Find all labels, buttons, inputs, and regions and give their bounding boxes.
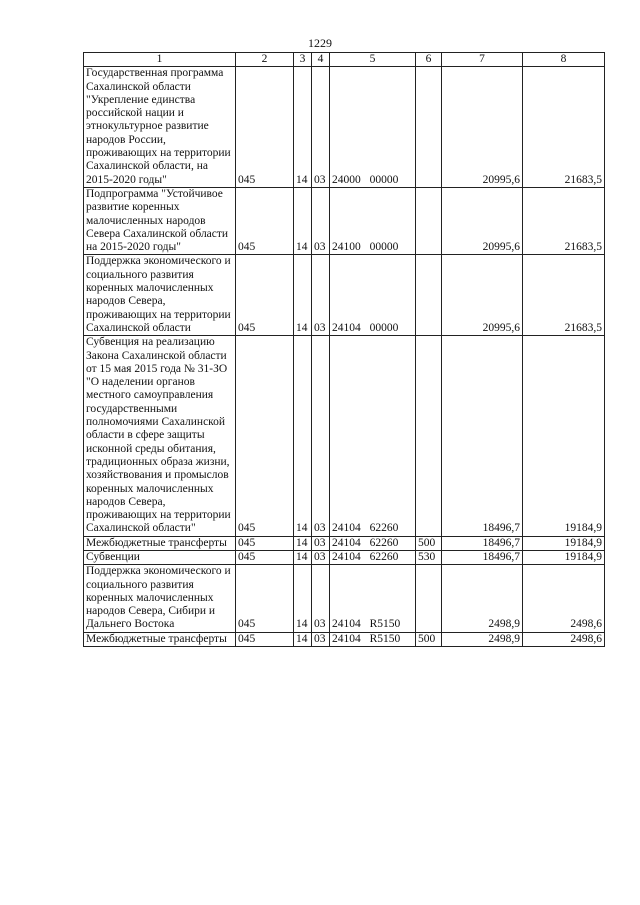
- expense-type-cell: 500: [416, 536, 442, 550]
- amount-year-2-cell: 2498,6: [523, 632, 605, 646]
- ministry-code-cell: 045: [236, 632, 294, 646]
- expense-type-cell: 500: [416, 632, 442, 646]
- subsection-code-cell: 03: [312, 550, 330, 564]
- amount-year-1-cell: 18496,7: [442, 336, 523, 536]
- target-article-cell: 24104 R5150: [330, 632, 416, 646]
- amount-year-1-cell: 20995,6: [442, 67, 523, 188]
- subsection-code-cell: 03: [312, 336, 330, 536]
- expense-type-cell: [416, 336, 442, 536]
- ministry-code-cell: 045: [236, 187, 294, 254]
- expense-type-cell: [416, 187, 442, 254]
- target-article-cell: 24104 62260: [330, 336, 416, 536]
- column-header: 1: [84, 53, 236, 67]
- expense-type-cell: [416, 255, 442, 336]
- amount-year-2-cell: 21683,5: [523, 187, 605, 254]
- row-name-cell: Подпрограмма "Устойчивое развитие коренных малочисленных народов Севера Сахалинской области на 2015-2020 годы": [84, 187, 236, 254]
- amount-year-2-cell: 19184,9: [523, 536, 605, 550]
- row-name-cell: Государственная программа Сахалинской области "Укрепление единства российской нации и этнокультурное развитие народов России, проживающих на территории Сахалинской области, на 2015-2020 годы": [84, 67, 236, 188]
- column-header: 5: [330, 53, 416, 67]
- ministry-code-cell: 045: [236, 255, 294, 336]
- expense-type-cell: 530: [416, 550, 442, 564]
- table-row: [84, 632, 605, 646]
- table-row: [84, 67, 605, 188]
- amount-year-1-cell: 18496,7: [442, 550, 523, 564]
- amount-year-2-cell: 19184,9: [523, 336, 605, 536]
- target-article-cell: 24104 R5150: [330, 565, 416, 632]
- table-row: [84, 187, 605, 254]
- column-header: 4: [312, 53, 330, 67]
- subsection-code-cell: 03: [312, 67, 330, 188]
- amount-year-2-cell: 21683,5: [523, 67, 605, 188]
- ministry-code-cell: 045: [236, 67, 294, 188]
- amount-year-2-cell: 19184,9: [523, 550, 605, 564]
- section-code-cell: 14: [294, 255, 312, 336]
- section-code-cell: 14: [294, 632, 312, 646]
- section-code-cell: 14: [294, 565, 312, 632]
- table-header-row: [84, 53, 605, 67]
- column-header: 3: [294, 53, 312, 67]
- column-header: 2: [236, 53, 294, 67]
- amount-year-1-cell: 2498,9: [442, 632, 523, 646]
- ministry-code-cell: 045: [236, 550, 294, 564]
- row-name-cell: Поддержка экономического и социального развития коренных малочисленных народов Севера, Сибири и Дальнего Востока: [84, 565, 236, 632]
- expense-type-cell: [416, 67, 442, 188]
- ministry-code-cell: 045: [236, 565, 294, 632]
- amount-year-1-cell: 20995,6: [442, 255, 523, 336]
- expense-type-cell: [416, 565, 442, 632]
- row-name-cell: Субвенции: [84, 550, 236, 564]
- column-header: 6: [416, 53, 442, 67]
- amount-year-1-cell: 2498,9: [442, 565, 523, 632]
- section-code-cell: 14: [294, 550, 312, 564]
- row-name-cell: Межбюджетные трансферты: [84, 632, 236, 646]
- row-name-cell: Субвенция на реализацию Закона Сахалинской области от 15 мая 2015 года № 31-ЗО "О наделении органов местного самоуправления государственными полномочиями Сахалинской области в сфере защиты исконной среды обитания, традиционных образа жизни, хозяйствования и промыслов коренных малочисленных народов Севера, проживающих на территории Сахалинской области": [84, 336, 236, 536]
- subsection-code-cell: 03: [312, 565, 330, 632]
- row-name-cell: Межбюджетные трансферты: [84, 536, 236, 550]
- subsection-code-cell: 03: [312, 187, 330, 254]
- column-header: 8: [523, 53, 605, 67]
- subsection-code-cell: 03: [312, 632, 330, 646]
- row-name-cell: Поддержка экономического и социального развития коренных малочисленных народов Севера, проживающих на территории Сахалинской области: [84, 255, 236, 336]
- section-code-cell: 14: [294, 336, 312, 536]
- section-code-cell: 14: [294, 67, 312, 188]
- subsection-code-cell: 03: [312, 536, 330, 550]
- table-row: [84, 565, 605, 632]
- amount-year-1-cell: 18496,7: [442, 536, 523, 550]
- ministry-code-cell: 045: [236, 336, 294, 536]
- ministry-code-cell: 045: [236, 536, 294, 550]
- column-header: 7: [442, 53, 523, 67]
- amount-year-2-cell: 21683,5: [523, 255, 605, 336]
- section-code-cell: 14: [294, 187, 312, 254]
- target-article-cell: 24000 00000: [330, 67, 416, 188]
- section-code-cell: 14: [294, 536, 312, 550]
- target-article-cell: 24104 00000: [330, 255, 416, 336]
- amount-year-1-cell: 20995,6: [442, 187, 523, 254]
- table-row: [84, 336, 605, 536]
- subsection-code-cell: 03: [312, 255, 330, 336]
- page-number: 1229: [308, 36, 332, 50]
- target-article-cell: 24100 00000: [330, 187, 416, 254]
- amount-year-2-cell: 2498,6: [523, 565, 605, 632]
- target-article-cell: 24104 62260: [330, 536, 416, 550]
- table-row: [84, 255, 605, 336]
- target-article-cell: 24104 62260: [330, 550, 416, 564]
- table-row: [84, 536, 605, 550]
- budget-table: [83, 52, 605, 647]
- table-row: [84, 550, 605, 564]
